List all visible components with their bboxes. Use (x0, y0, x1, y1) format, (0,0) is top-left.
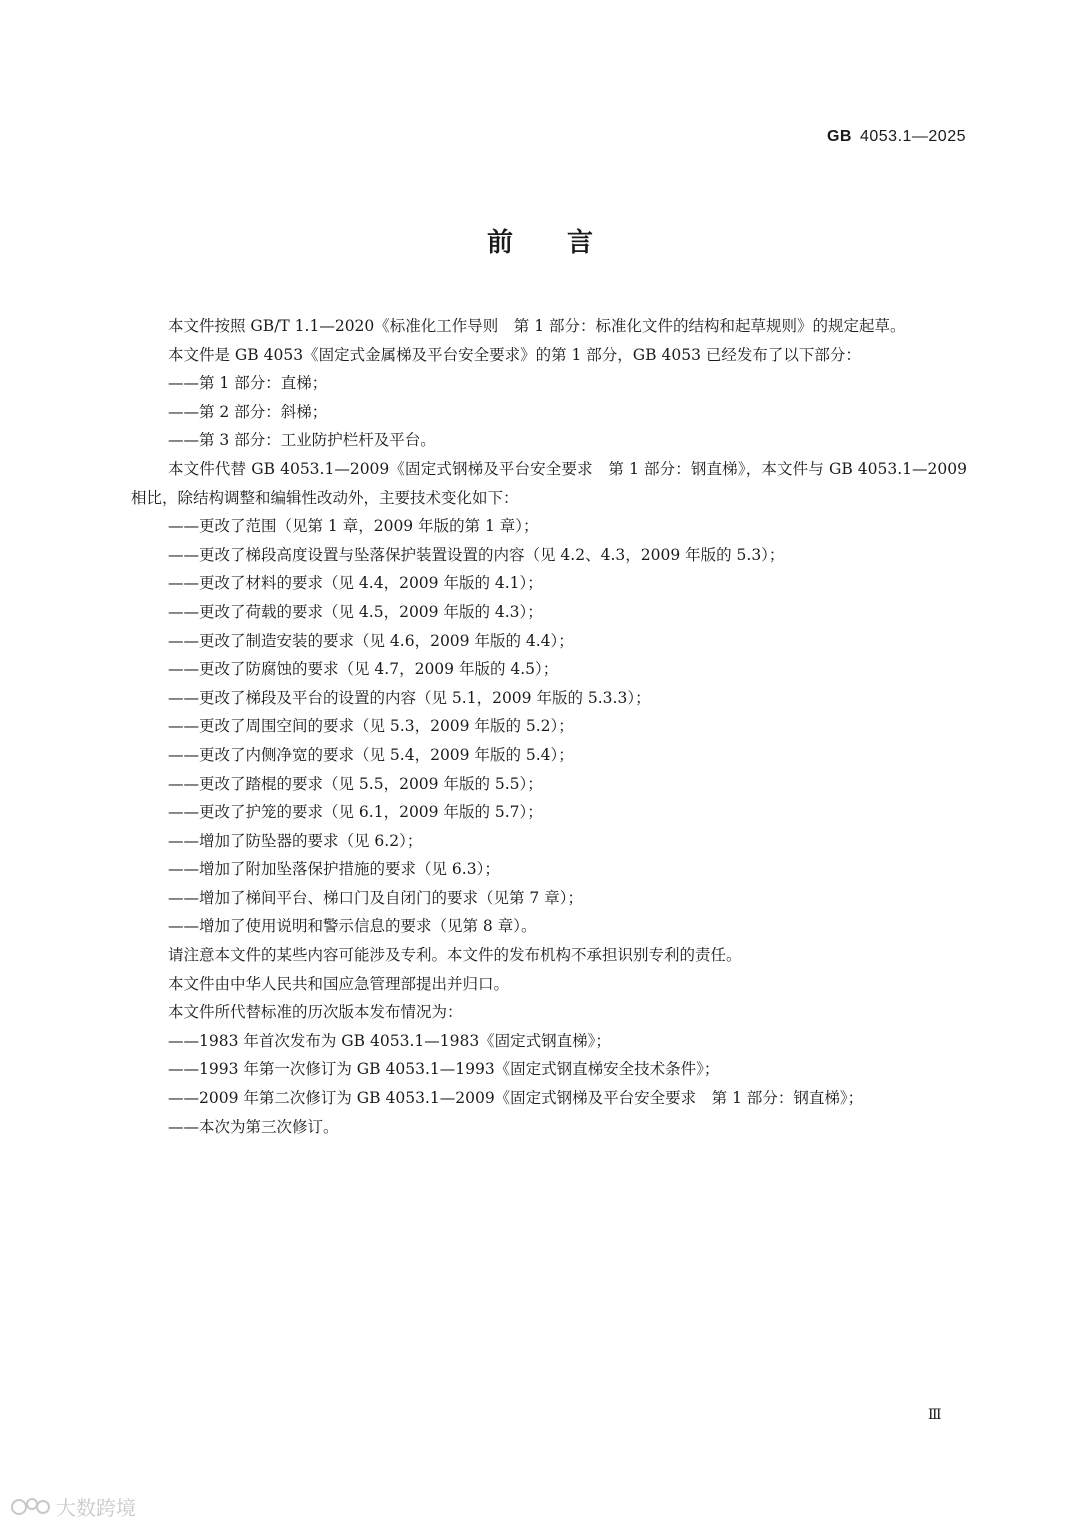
list-item: ——更改了踏棍的要求（见 5.5，2009 年版的 5.5）； (168, 774, 543, 793)
list-item: ——第 1 部分：直梯； (168, 374, 328, 393)
paragraph: 本文件代替 GB 4053.1—2009《固定式钢梯及平台安全要求 第 1 部分：钢直梯》，本文件与 GB 4053.1—2009 相比，除结构调整和编辑性改动外，主要技术变化如下： (131, 459, 967, 507)
list-item: ——更改了护笼的要求（见 6.1，2009 年版的 5.7）； (168, 803, 543, 822)
list-item: ——更改了防腐蚀的要求（见 4.7，2009 年版的 4.5）； (168, 660, 559, 679)
list-item: ——1983 年首次发布为 GB 4053.1—1983《固定式钢直梯》； (168, 1031, 611, 1050)
list-item: ——2009 年第二次修订为 GB 4053.1—2009《固定式钢梯及平台安全要求 第 1 部分：钢直梯》； (168, 1089, 864, 1108)
watermark (10, 1492, 136, 1521)
list-item: ——更改了梯段高度设置与坠落保护装置设置的内容（见 4.2、4.3，2009 年版的 5.3）； (168, 545, 785, 564)
list-item: ——增加了防坠器的要求（见 6.2）； (168, 831, 423, 850)
list-item: ——第 2 部分：斜梯； (168, 402, 328, 421)
logo-icon (10, 1494, 52, 1520)
paragraph: 请注意本文件的某些内容可能涉及专利。本文件的发布机构不承担识别专利的责任。 (168, 946, 742, 965)
list-item: ——更改了荷载的要求（见 4.5，2009 年版的 4.3）； (168, 602, 543, 621)
list-item: ——增加了附加坠落保护措施的要求（见 6.3）； (168, 860, 500, 879)
paragraph: 本文件所代替标准的历次版本发布情况为： (168, 1003, 463, 1022)
list-item: ——更改了范围（见第 1 章，2009 年版的第 1 章）； (168, 517, 539, 536)
list-item: ——1993 年第一次修订为 GB 4053.1—1993《固定式钢直梯安全技术条件》； (168, 1060, 720, 1079)
page-number: Ⅲ (928, 1407, 942, 1423)
paragraph: 本文件是 GB 4053《固定式金属梯及平台安全要求》的第 1 部分，GB 4053 已经发布了以下部分： (168, 345, 861, 364)
list-item: ——更改了周围空间的要求（见 5.3，2009 年版的 5.2）； (168, 717, 574, 736)
list-item: ——更改了制造安装的要求（见 4.6，2009 年版的 4.4）； (168, 631, 574, 650)
watermark-text: 大数跨境 (56, 1496, 136, 1520)
list-item: ——第 3 部分：工业防护栏杆及平台。 (168, 431, 436, 450)
document-body (131, 312, 967, 1141)
paragraph: 本文件由中华人民共和国应急管理部提出并归口。 (168, 974, 510, 993)
page-title: 前言 (486, 228, 647, 258)
list-item: ——更改了内侧净宽的要求（见 5.4，2009 年版的 5.4）； (168, 745, 574, 764)
standard-code: 4053.1—2025 (859, 128, 966, 145)
list-item: ——增加了梯间平台、梯口门及自闭门的要求（见第 7 章）； (168, 888, 583, 907)
list-item: ——本次为第三次修订。 (168, 1117, 339, 1136)
standard-number (827, 128, 966, 146)
list-item: ——更改了梯段及平台的设置的内容（见 5.1，2009 年版的 5.3.3）； (168, 688, 651, 707)
list-item: ——增加了使用说明和警示信息的要求（见第 8 章）。 (168, 917, 537, 936)
standard-prefix: GB (826, 128, 852, 145)
paragraph: 本文件按照 GB/T 1.1—2020《标准化工作导则 第 1 部分：标准化文件的结构和起草规则》的规定起草。 (168, 317, 906, 335)
list-item: ——更改了材料的要求（见 4.4，2009 年版的 4.1）； (168, 574, 543, 593)
